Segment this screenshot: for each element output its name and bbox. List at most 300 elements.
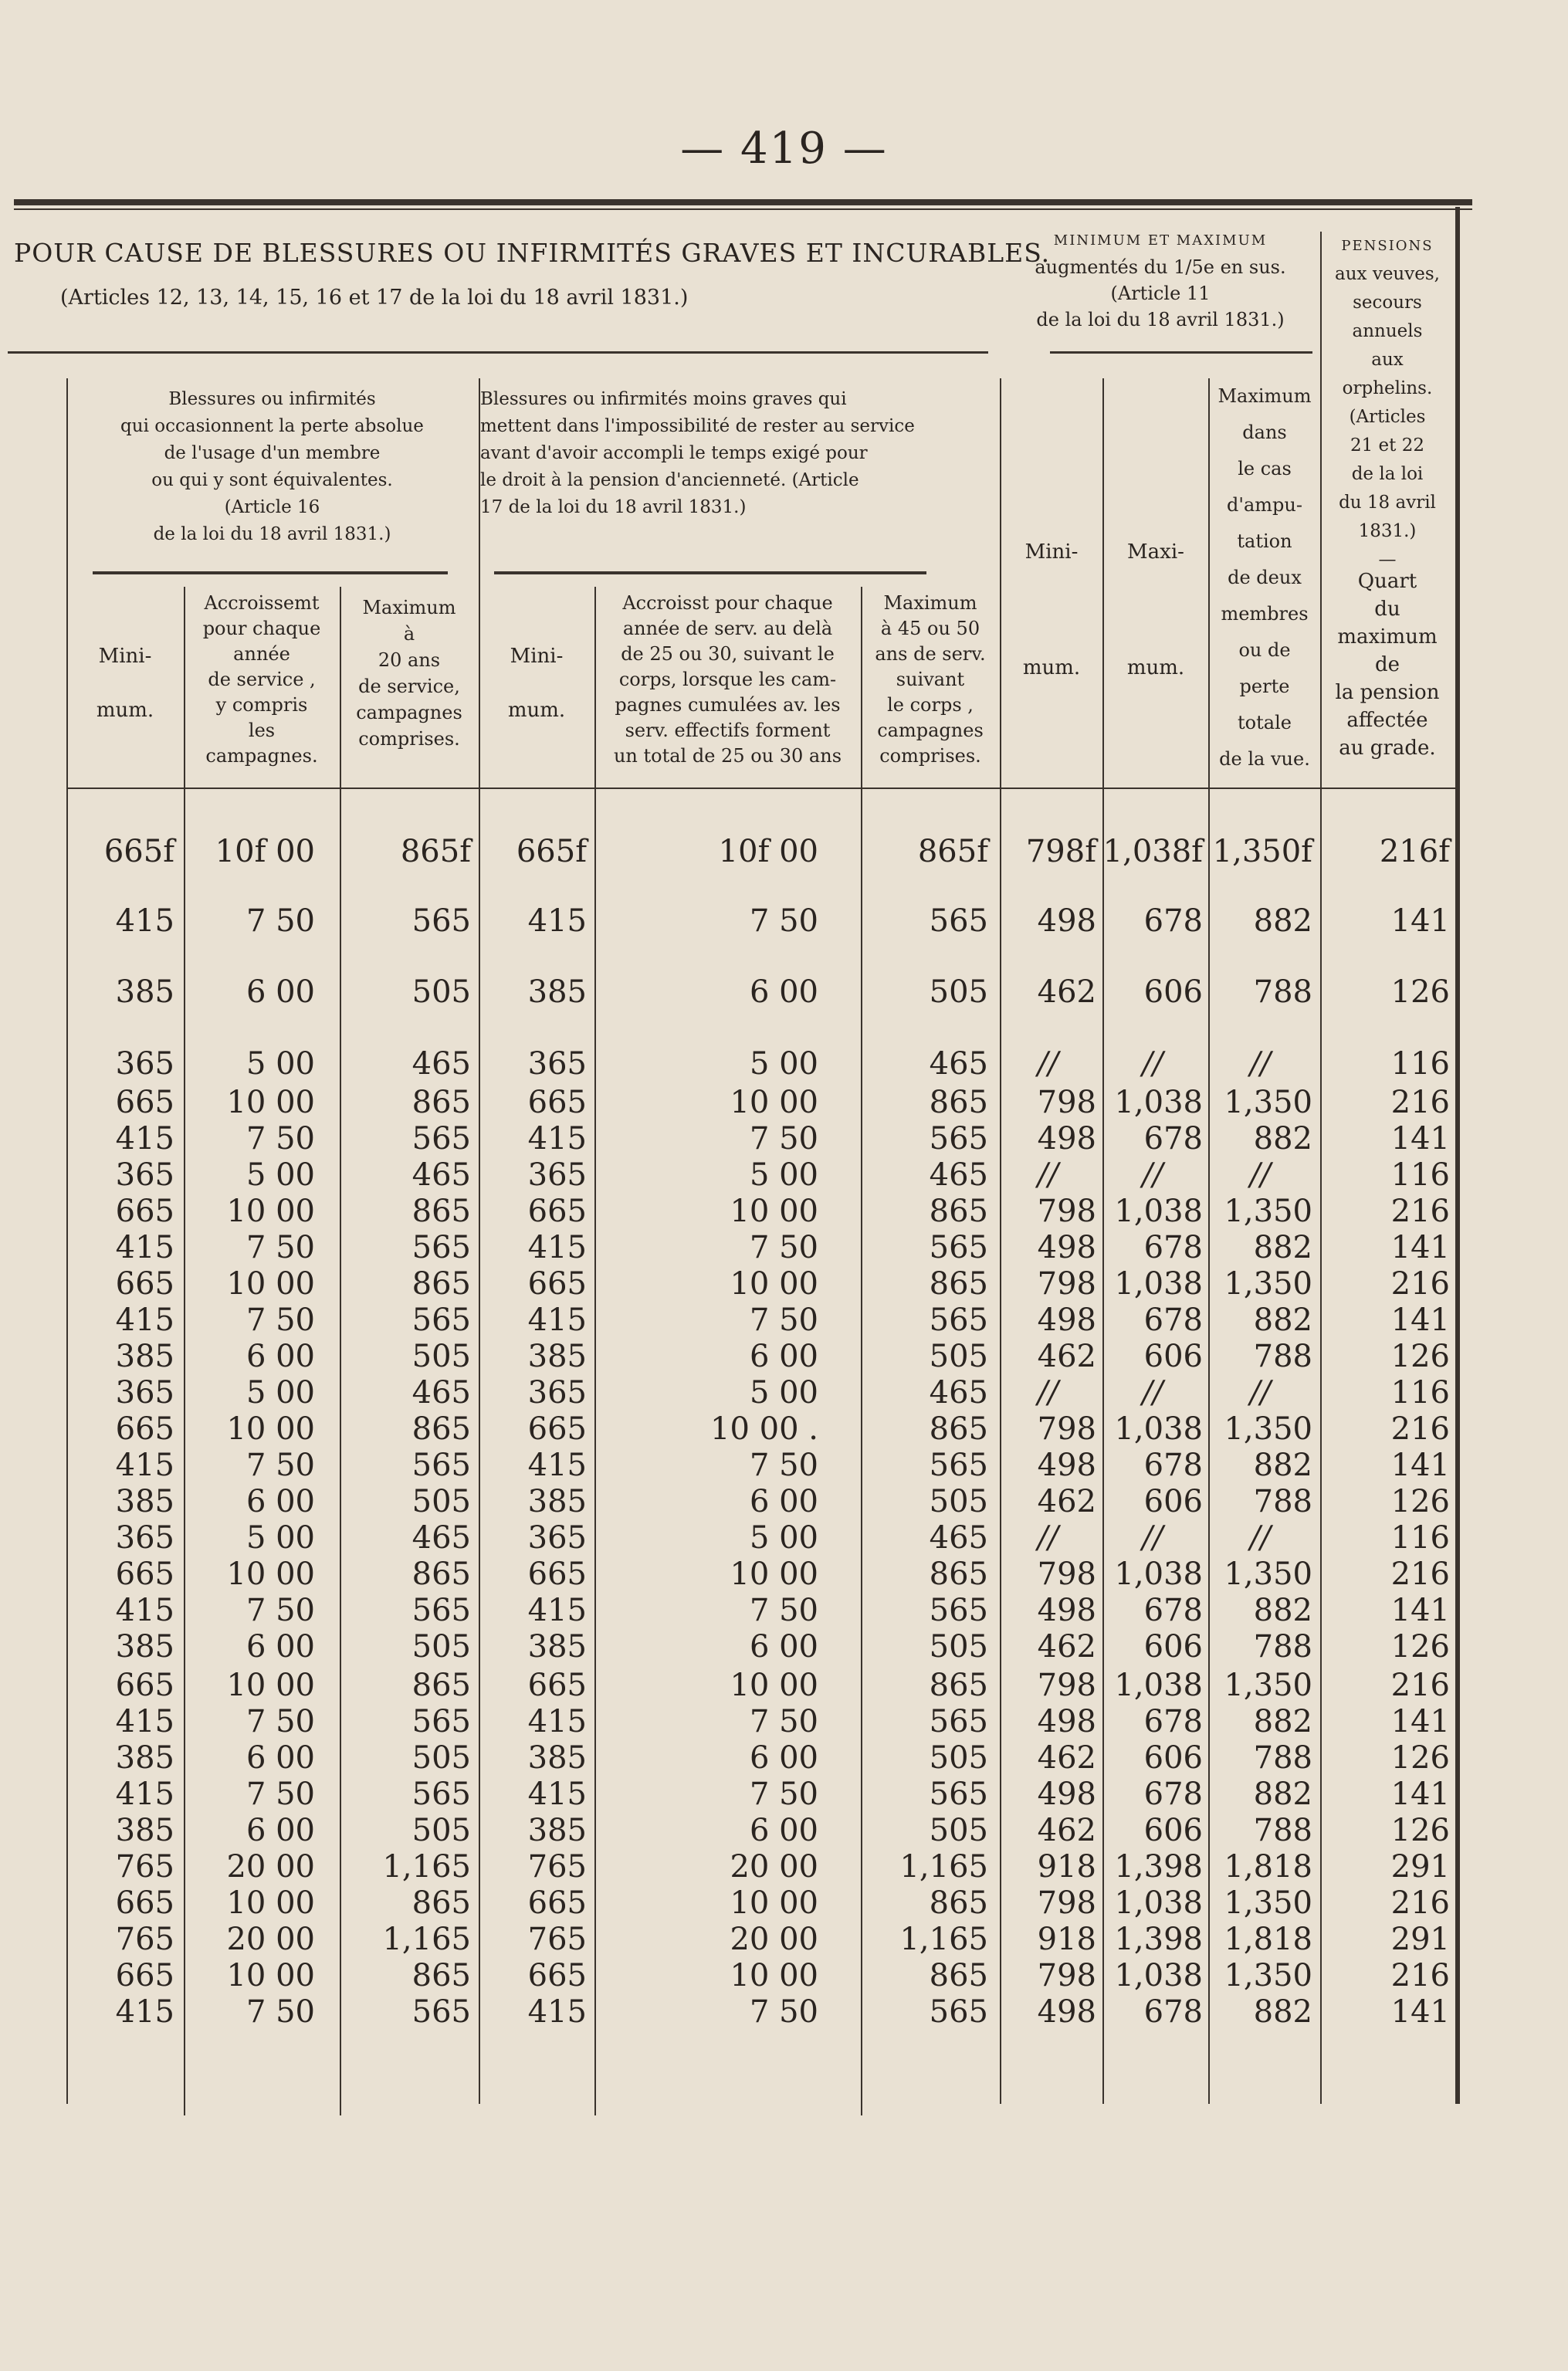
table-cell: 678: [1143, 1230, 1203, 1265]
table-cell: 882: [1253, 1704, 1312, 1739]
header-maximum-2: Maximum à 45 ou 50 ans de serv. suivant le corps , campagnes comprises.: [875, 592, 986, 767]
header-rule: [93, 571, 448, 574]
table-cell: 415: [527, 1777, 587, 1812]
table-cell: 385: [527, 974, 587, 1010]
table-cell: 7 50: [246, 1230, 315, 1265]
table-cell: 5 00: [246, 1157, 315, 1193]
table-cell: 1,350: [1224, 1556, 1312, 1592]
table-cell: 565: [929, 1448, 988, 1483]
table-cell: 798: [1037, 1668, 1096, 1703]
table-cell: 665: [527, 1194, 587, 1229]
table-cell: 798: [1037, 1411, 1096, 1447]
header-accroissement-1: Accroissemt pour chaque année de service , y compris les campagnes.: [202, 592, 321, 767]
table-cell: 415: [115, 1777, 174, 1812]
table-cell: 565: [411, 1994, 471, 2030]
header-group3: MINIMUM ET MAXIMUM augmentés du 1/5e en sus. (Article 11 de la loi du 18 avril 1831.): [1035, 232, 1286, 330]
table-cell: 505: [411, 1813, 471, 1848]
table-cell: 565: [929, 1121, 988, 1157]
header-group4: PENSIONS aux veuves, secours annuels aux orphelins. (Articles 21 et 22 de la loi du 18 avril 1831.) —: [1335, 238, 1440, 570]
table-cell: 788: [1253, 1629, 1312, 1665]
table-cell: 6 00: [246, 1484, 315, 1519]
table-cell: 505: [411, 974, 471, 1010]
table-cell: 865: [411, 1266, 471, 1302]
table-cell: 498: [1037, 1704, 1096, 1739]
table-cell: 1,398: [1114, 1922, 1203, 1957]
table-cell: 565: [411, 1777, 471, 1812]
table-cell: 882: [1253, 1302, 1312, 1338]
table-cell: 882: [1253, 903, 1312, 939]
table-cell: 1,165: [899, 1849, 988, 1885]
table-cell: 385: [115, 1484, 174, 1519]
table-cell: 865f: [917, 834, 988, 869]
table-cell: 882: [1253, 1994, 1312, 2030]
table-cell: 365: [527, 1046, 587, 1082]
table-cell: 385: [115, 1339, 174, 1374]
table-cell: 141: [1390, 1302, 1450, 1338]
table-cell: 606: [1143, 1629, 1203, 1665]
table-cell: 1,038: [1114, 1411, 1203, 1447]
table-cell: 10 00: [730, 1885, 818, 1921]
table-cell: 1,350: [1224, 1085, 1312, 1120]
header-maximum-1: Maximum à 20 ans de service, campagnes comprises.: [356, 597, 462, 750]
table-cell: 365: [527, 1520, 587, 1556]
table-cell: 216: [1390, 1411, 1450, 1447]
table-cell: 365: [115, 1520, 174, 1556]
table-cell: 882: [1253, 1593, 1312, 1628]
table-cell: 10 00 .: [710, 1411, 818, 1447]
table-cell: 10 00: [226, 1556, 315, 1592]
table-cell: 7 50: [749, 1230, 818, 1265]
table-cell: 565: [929, 1230, 988, 1265]
table-cell: 415: [115, 1448, 174, 1483]
table-cell: 415: [115, 1593, 174, 1628]
table-cell: 865: [929, 1266, 988, 1302]
table-cell: 498: [1037, 1230, 1096, 1265]
table-cell: 1,038: [1114, 1885, 1203, 1921]
header-minimum-2: Mini- mum.: [507, 645, 566, 722]
table-cell: 865: [411, 1958, 471, 1993]
table-cell: 415: [527, 1230, 587, 1265]
table-cell: 5 00: [749, 1046, 818, 1082]
table-cell: 462: [1037, 1813, 1096, 1848]
table-cell: 10 00: [226, 1958, 315, 1993]
table-cell: 865: [929, 1556, 988, 1592]
table-cell: 678: [1143, 1448, 1203, 1483]
table-cell: 385: [527, 1740, 587, 1776]
table-cell: 10 00: [730, 1085, 818, 1120]
table-cell: 498: [1037, 1121, 1096, 1157]
table-cell: 216: [1390, 1885, 1450, 1921]
table-cell: 678: [1143, 1593, 1203, 1628]
table-cell: //: [1142, 1375, 1163, 1411]
group3-underline: [1050, 351, 1312, 354]
table-cell: 6 00: [246, 1813, 315, 1848]
table-cell: 10 00: [730, 1668, 818, 1703]
table-cell: 10 00: [730, 1266, 818, 1302]
header-rule: [494, 571, 926, 574]
table-cell: 365: [115, 1375, 174, 1411]
table-cell: 606: [1143, 1813, 1203, 1848]
table-cell: 126: [1390, 1629, 1450, 1665]
table-cell: 465: [929, 1157, 988, 1193]
table-cell: 665: [115, 1194, 174, 1229]
articles-note: (Articles 12, 13, 14, 15, 16 et 17 de la loi du 18 avril 1831.): [60, 286, 689, 310]
table-cell: 462: [1037, 1484, 1096, 1519]
table-cell: 665: [527, 1556, 587, 1592]
table-cell: 788: [1253, 1740, 1312, 1776]
table-cell: 505: [411, 1484, 471, 1519]
table-cell: 385: [115, 1629, 174, 1665]
table-cell: 7 50: [749, 1704, 818, 1739]
table-cell: 606: [1143, 1339, 1203, 1374]
header-minimum-1: Mini- mum.: [96, 645, 154, 722]
header-bottom-rule: [68, 788, 1458, 789]
table-cell: 565: [411, 1448, 471, 1483]
table-cell: 798: [1037, 1958, 1096, 1993]
table-cell: //: [1250, 1520, 1271, 1556]
table-cell: 6 00: [246, 1740, 315, 1776]
table-cell: 882: [1253, 1448, 1312, 1483]
table-cell: 141: [1390, 1448, 1450, 1483]
table-cell: 7 50: [246, 1121, 315, 1157]
table-cell: 415: [115, 903, 174, 939]
table-cell: 7 50: [246, 1448, 315, 1483]
header-amputation: Maximum dans le cas d'ampu- tation de deux membres ou de perte totale de la vue.: [1217, 385, 1312, 770]
table-cell: 788: [1253, 974, 1312, 1010]
table-cell: 7 50: [749, 1302, 818, 1338]
table-cell: 126: [1390, 1339, 1450, 1374]
table-cell: //: [1250, 1046, 1271, 1082]
table-cell: 765: [115, 1922, 174, 1957]
table-cell: 1,350: [1224, 1668, 1312, 1703]
table-cell: 505: [929, 974, 988, 1010]
table-cell: 216: [1390, 1194, 1450, 1229]
table-cell: 665: [115, 1668, 174, 1703]
table-cell: //: [1038, 1046, 1058, 1082]
table-cell: 606: [1143, 1484, 1203, 1519]
table-cell: 918: [1037, 1849, 1096, 1885]
table-cell: 1,350: [1224, 1885, 1312, 1921]
table-cell: //: [1038, 1375, 1058, 1411]
title-underline: [8, 351, 988, 354]
table-cell: 6 00: [749, 1339, 818, 1374]
table-cell: 678: [1143, 1777, 1203, 1812]
table-cell: 7 50: [246, 1593, 315, 1628]
table-cell: 415: [527, 903, 587, 939]
table-cell: 462: [1037, 1629, 1096, 1665]
table-cell: 1,398: [1114, 1849, 1203, 1885]
table-cell: 505: [929, 1813, 988, 1848]
table-cell: 20 00: [730, 1922, 818, 1957]
table-cell: //: [1250, 1157, 1271, 1193]
table-cell: 1,038f: [1102, 834, 1203, 869]
table-cell: 126: [1390, 974, 1450, 1010]
table-cell: 765: [527, 1922, 587, 1957]
table-cell: 141: [1390, 1777, 1450, 1812]
table-cell: 565: [929, 1994, 988, 2030]
table-cell: 505: [929, 1484, 988, 1519]
table-cell: 665: [115, 1885, 174, 1921]
table-cell: 116: [1390, 1520, 1450, 1556]
table-cell: 788: [1253, 1339, 1312, 1374]
table-cell: 291: [1390, 1922, 1450, 1957]
table-cell: 141: [1390, 903, 1450, 939]
table-cell: 865: [411, 1411, 471, 1447]
table-cell: 865: [411, 1668, 471, 1703]
table-cell: 216: [1390, 1556, 1450, 1592]
table-cell: 7 50: [749, 903, 818, 939]
table-cell: 6 00: [749, 1484, 818, 1519]
table-cell: 798: [1037, 1085, 1096, 1120]
table-cell: 10 00: [226, 1411, 315, 1447]
table-cell: 465: [411, 1520, 471, 1556]
table-cell: 798: [1037, 1266, 1096, 1302]
table-cell: 365: [527, 1157, 587, 1193]
table-cell: 565: [411, 1593, 471, 1628]
table-cell: 465: [929, 1375, 988, 1411]
table-cell: 116: [1390, 1375, 1450, 1411]
table-cell: //: [1142, 1520, 1163, 1556]
table-cell: 10f 00: [718, 834, 818, 869]
table-cell: 882: [1253, 1230, 1312, 1265]
table-cell: 665: [115, 1556, 174, 1592]
table-cell: 415: [527, 1593, 587, 1628]
table-cell: //: [1142, 1046, 1163, 1082]
table-cell: 415: [115, 1121, 174, 1157]
table-cell: 565: [929, 1704, 988, 1739]
table-cell: 882: [1253, 1777, 1312, 1812]
table-cell: 415: [527, 1302, 587, 1338]
table-cell: 365: [527, 1375, 587, 1411]
table-cell: 505: [929, 1339, 988, 1374]
table-cell: 415: [115, 1994, 174, 2030]
table-cell: 606: [1143, 974, 1203, 1010]
table-cell: 788: [1253, 1813, 1312, 1848]
table-cell: 415: [115, 1230, 174, 1265]
table-cell: 1,165: [382, 1922, 471, 1957]
table-cell: 665f: [516, 834, 587, 869]
table-cell: 7 50: [246, 903, 315, 939]
table-cell: 565: [411, 903, 471, 939]
table-cell: 798: [1037, 1194, 1096, 1229]
table-cell: 665: [115, 1266, 174, 1302]
table-cell: 1,350: [1224, 1266, 1312, 1302]
table-cell: 415: [527, 1994, 587, 2030]
table-cell: 10 00: [730, 1958, 818, 1993]
table-cell: 1,818: [1224, 1922, 1312, 1957]
table-cell: 141: [1390, 1704, 1450, 1739]
table-cell: 465: [411, 1046, 471, 1082]
table-cell: //: [1038, 1520, 1058, 1556]
table-cell: 415: [115, 1302, 174, 1338]
table-cell: 7 50: [749, 1121, 818, 1157]
table-cell: 498: [1037, 1302, 1096, 1338]
table-cell: 216: [1390, 1668, 1450, 1703]
table-cell: 565: [411, 1302, 471, 1338]
header-quart: Quart du maximum de la pension affectée au grade.: [1335, 570, 1440, 760]
table-cell: 6 00: [749, 1740, 818, 1776]
table-cell: 865: [929, 1958, 988, 1993]
table-cell: 6 00: [749, 974, 818, 1010]
table-cell: 6 00: [246, 1339, 315, 1374]
table-cell: 1,038: [1114, 1085, 1203, 1120]
table-cell: 1,350: [1224, 1194, 1312, 1229]
table-cell: //: [1142, 1157, 1163, 1193]
table-cell: 6 00: [749, 1813, 818, 1848]
table-cell: 385: [115, 974, 174, 1010]
table-cell: 385: [527, 1339, 587, 1374]
table-cell: 10f 00: [215, 834, 315, 869]
table-cell: 678: [1143, 1121, 1203, 1157]
table-cell: 665: [527, 1266, 587, 1302]
table-cell: 498: [1037, 903, 1096, 939]
table-cell: 7 50: [246, 1302, 315, 1338]
table-cell: 865: [929, 1668, 988, 1703]
table-cell: 798: [1037, 1885, 1096, 1921]
right-border: [1455, 207, 1460, 2104]
table-cell: 7 50: [246, 1994, 315, 2030]
table-cell: 10 00: [730, 1194, 818, 1229]
table-cell: 415: [527, 1121, 587, 1157]
table-cell: 498: [1037, 1593, 1096, 1628]
table-title: POUR CAUSE DE BLESSURES OU INFIRMITÉS GRAVES ET INCURABLES.: [14, 238, 1051, 268]
table-cell: 10 00: [226, 1194, 315, 1229]
table-cell: 7 50: [749, 1994, 818, 2030]
table-cell: 141: [1390, 1230, 1450, 1265]
table-cell: 365: [115, 1046, 174, 1082]
table-cell: 865: [411, 1556, 471, 1592]
table-cell: 126: [1390, 1813, 1450, 1848]
table-cell: 865: [929, 1085, 988, 1120]
table-cell: 6 00: [749, 1629, 818, 1665]
table-cell: 20 00: [226, 1849, 315, 1885]
table-cell: 291: [1390, 1849, 1450, 1885]
top-rule-thin: [14, 208, 1472, 210]
table-cell: 1,165: [382, 1849, 471, 1885]
table-cell: 1,350f: [1212, 834, 1312, 869]
table-cell: 141: [1390, 1593, 1450, 1628]
header-accroissement-2: Accroisst pour chaque année de serv. au delà de 25 ou 30, suivant le corps, lorsque les cam- pagnes cumulées av. les serv. effectifs forment un total de 25 ou 30 ans: [613, 592, 842, 767]
table-cell: 216f: [1379, 834, 1450, 869]
table-cell: 216: [1390, 1958, 1450, 1993]
table-cell: 678: [1143, 1994, 1203, 2030]
table-cell: 7 50: [749, 1593, 818, 1628]
table-cell: 6 00: [246, 974, 315, 1010]
table-cell: 141: [1390, 1994, 1450, 2030]
table-cell: 865: [929, 1885, 988, 1921]
table-cell: 665: [115, 1411, 174, 1447]
table-cell: 5 00: [246, 1046, 315, 1082]
table-cell: 865f: [400, 834, 471, 869]
table-cell: 385: [527, 1484, 587, 1519]
table-cell: 10 00: [730, 1556, 818, 1592]
table-cell: 865: [411, 1885, 471, 1921]
table-cell: 565: [411, 1704, 471, 1739]
table-cell: 5 00: [749, 1375, 818, 1411]
table-cell: 126: [1390, 1740, 1450, 1776]
table-cell: 10 00: [226, 1668, 315, 1703]
table-cell: 462: [1037, 974, 1096, 1010]
table-cell: 678: [1143, 903, 1203, 939]
table-cell: 565: [929, 1302, 988, 1338]
table-cell: 1,350: [1224, 1411, 1312, 1447]
page-number: — 419 —: [680, 124, 888, 174]
table-cell: 116: [1390, 1157, 1450, 1193]
table-cell: //: [1250, 1375, 1271, 1411]
table-cell: 1,165: [899, 1922, 988, 1957]
table-cell: 5 00: [246, 1375, 315, 1411]
table-cell: 765: [527, 1849, 587, 1885]
table-cell: 465: [929, 1520, 988, 1556]
table-cell: 505: [929, 1740, 988, 1776]
table-cell: 1,038: [1114, 1266, 1203, 1302]
table-cell: 498: [1037, 1777, 1096, 1812]
header-group2: Blessures ou infirmités moins graves qui mettent dans l'impossibilité de rester au service avant d'avoir accompli le temps exigé pour le droit à la pension d'ancienneté. (Article 17 de la loi du 18 avril 1831.): [480, 389, 915, 517]
table-cell: 665f: [103, 834, 174, 869]
table-cell: 498: [1037, 1994, 1096, 2030]
table-cell: 7 50: [246, 1704, 315, 1739]
table-cell: 415: [527, 1704, 587, 1739]
table-cell: 665: [527, 1668, 587, 1703]
table-cell: 465: [411, 1157, 471, 1193]
table-cell: 7 50: [749, 1777, 818, 1812]
table-cell: 10 00: [226, 1266, 315, 1302]
table-cell: 385: [527, 1629, 587, 1665]
table-cell: 505: [411, 1629, 471, 1665]
table-cell: 5 00: [246, 1520, 315, 1556]
table-cell: 1,038: [1114, 1958, 1203, 1993]
table-cell: 865: [929, 1411, 988, 1447]
table-cell: 10 00: [226, 1885, 315, 1921]
table-cell: 505: [411, 1339, 471, 1374]
table-cell: 565: [411, 1121, 471, 1157]
table-cell: 5 00: [749, 1520, 818, 1556]
table-cell: 565: [929, 1777, 988, 1812]
table-cell: 498: [1037, 1448, 1096, 1483]
table-cell: 798f: [1025, 834, 1096, 869]
table-cell: 1,818: [1224, 1849, 1312, 1885]
table-cell: 10 00: [226, 1085, 315, 1120]
table-cell: 665: [527, 1085, 587, 1120]
table-cell: 788: [1253, 1484, 1312, 1519]
table-cell: 765: [115, 1849, 174, 1885]
table-cell: 385: [527, 1813, 587, 1848]
table-cell: 678: [1143, 1704, 1203, 1739]
table-cell: 415: [527, 1448, 587, 1483]
table-cell: 141: [1390, 1121, 1450, 1157]
table-cell: 116: [1390, 1046, 1450, 1082]
table-cell: 505: [929, 1629, 988, 1665]
table-cell: 565: [929, 1593, 988, 1628]
table-cell: 882: [1253, 1121, 1312, 1157]
table-cell: 385: [115, 1813, 174, 1848]
table-cell: 216: [1390, 1266, 1450, 1302]
table-cell: 665: [527, 1411, 587, 1447]
table-cell: 1,038: [1114, 1668, 1203, 1703]
table-cell: 462: [1037, 1339, 1096, 1374]
table-cell: 465: [929, 1046, 988, 1082]
table-cell: 918: [1037, 1922, 1096, 1957]
table-cell: 365: [115, 1157, 174, 1193]
table-cell: 6 00: [246, 1629, 315, 1665]
table-cell: 865: [411, 1194, 471, 1229]
table-cell: 20 00: [226, 1922, 315, 1957]
table-cell: 665: [527, 1885, 587, 1921]
table-cell: 415: [115, 1704, 174, 1739]
table-cell: 465: [411, 1375, 471, 1411]
table-cell: //: [1038, 1157, 1058, 1193]
table-cell: 565: [929, 903, 988, 939]
